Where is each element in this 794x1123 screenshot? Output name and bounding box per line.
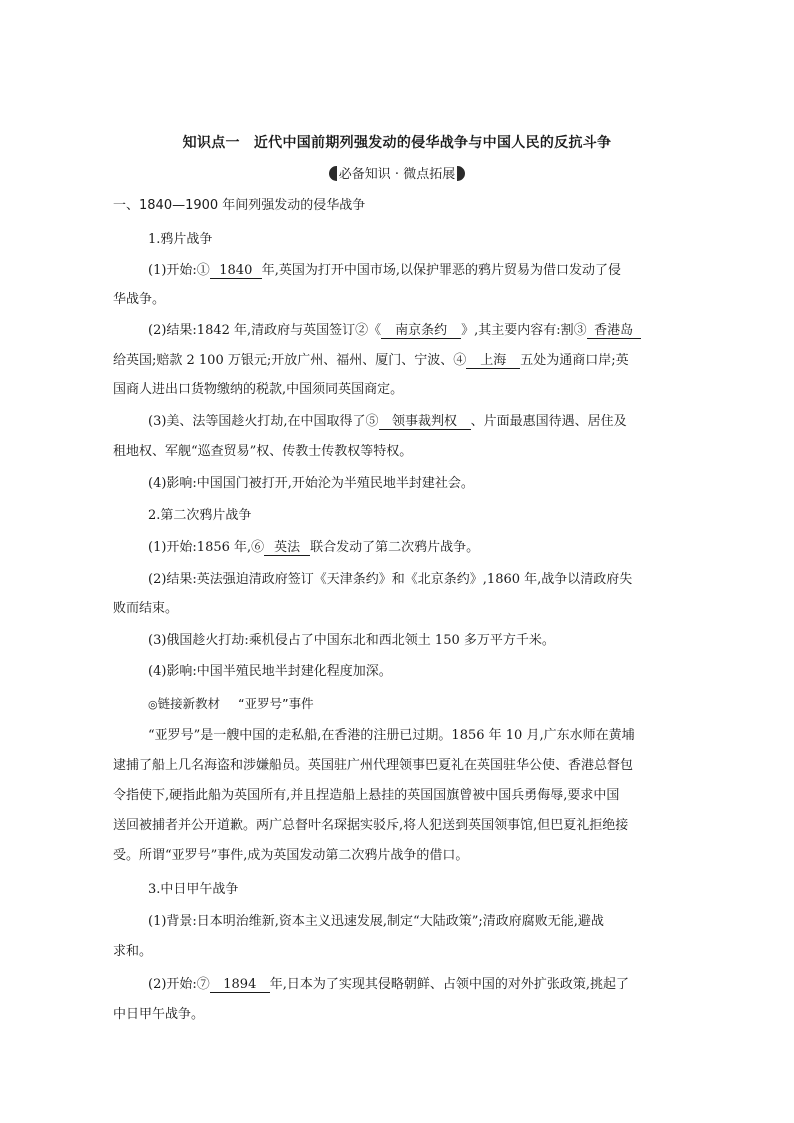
- opium-result-pre: (2)结果:1842 年,清政府与英国签订②《: [148, 323, 382, 338]
- opium-us-pre: (3)美、法等国趁火打劫,在中国取得了⑤: [148, 414, 379, 429]
- link-para-l3: 令指使下,硬指此船为英国所有,并且捏造船上悬挂的英国国旗曾被中国兵勇侮辱,要求中国: [113, 788, 620, 803]
- banner-right-cap-icon: [457, 166, 465, 181]
- title-part1: 知识点一: [182, 135, 240, 151]
- link-icon: ◎: [148, 698, 158, 711]
- answer-blank: 南京条约: [381, 323, 461, 339]
- title-part2: 近代中国前期列强发动的侵华战争与中国人民的反抗斗争: [253, 135, 612, 151]
- opium-result-l2-text: 给英国;赔款 2 100 万银元;开放广州、福州、厦门、宁波、④: [113, 353, 467, 368]
- opium-us-post: 、片面最惠国待遇、居住及: [470, 414, 627, 429]
- link-para-l2: 逮捕了船上几名海盗和涉嫌船员。英国驻广州代理领事巴夏礼在英国驻华公使、香港总督包: [113, 758, 634, 773]
- section-heading: 一、1840—1900 年间列强发动的侵华战争: [113, 198, 366, 213]
- answer-blank: 1894: [210, 977, 270, 993]
- second-start-post: 联合发动了第二次鸦片战争。: [310, 540, 480, 555]
- sino-start-post: 年,日本为了实现其侵略朝鲜、占领中国的对外扩张政策,挑起了: [269, 977, 630, 992]
- sino-start-cont: 中日甲午战争。: [113, 1007, 205, 1022]
- link-para-l1: “亚罗号”是一艘中国的走私船,在香港的注册已过期。1856 年 10 月,广东水师在黄埔: [148, 728, 635, 743]
- link-para-l4: 送回被捕者并公开道歉。两广总督叶名琛据实驳斥,将人犯送到英国领事馆,但巴夏礼拒绝接: [113, 818, 629, 833]
- answer-blank: 英法: [264, 540, 310, 556]
- banner-text: 必备知识 · 微点拓展: [338, 167, 456, 182]
- second-impact: (4)影响:中国半殖民地半封建化程度加深。: [148, 664, 392, 679]
- answer-blank: 香港岛: [587, 323, 641, 339]
- second-heading: 2.第二次鸦片战争: [148, 508, 252, 523]
- answer-blank: 1840: [210, 263, 262, 279]
- opium-result-mid: 》,其主要内容有:割③: [461, 323, 587, 338]
- page-title: [0, 132, 794, 152]
- sino-heading: 3.中日甲午战争: [148, 882, 239, 897]
- second-result-l2: 败而结束。: [113, 601, 179, 616]
- opium-heading: 1.鸦片战争: [148, 232, 213, 247]
- opium-result-l2: [113, 352, 673, 370]
- link-label: 链接新教材: [157, 696, 221, 711]
- answer-blank: 领事裁判权: [379, 414, 471, 430]
- sino-bg-l2: 求和。: [113, 944, 153, 959]
- sino-start: [148, 976, 708, 994]
- opium-start: [148, 262, 708, 280]
- second-start-pre: (1)开始:1856 年,⑥: [148, 540, 265, 555]
- link-tag: [148, 695, 708, 714]
- section-banner: [0, 163, 794, 182]
- opium-impact: (4)影响:中国国门被打开,开始沦为半殖民地半封建社会。: [148, 476, 474, 491]
- answer-blank: 上海: [466, 353, 520, 369]
- banner-left-cap-icon: [329, 166, 337, 181]
- second-russia: (3)俄国趁火打劫:乘机侵占了中国东北和西北领土 150 多万平方千米。: [148, 633, 555, 648]
- second-start: [148, 539, 708, 557]
- opium-us: [148, 413, 708, 431]
- opium-result: [148, 322, 708, 340]
- opium-us-l2: 租地权、军舰“巡查贸易”权、传教士传教权等特权。: [113, 444, 413, 459]
- link-topic: “亚罗号”事件: [238, 696, 314, 711]
- sino-bg: (1)背景:日本明治维新,资本主义迅速发展,制定“大陆政策”;清政府腐败无能,避战: [148, 914, 604, 929]
- opium-start-pre: (1)开始:①: [148, 263, 210, 278]
- opium-result-l2-post: 五处为通商口岸;英: [520, 353, 629, 368]
- opium-result-l3: 国商人进出口货物缴纳的税款,中国须同英国商定。: [113, 382, 404, 397]
- opium-start-post: 年,英国为打开中国市场,以保护罪恶的鸦片贸易为借口发动了侵: [261, 263, 622, 278]
- opium-start-cont: 华战争。: [113, 292, 166, 307]
- second-result: (2)结果:英法强迫清政府签订《天津条约》和《北京条约》,1860 年,战争以清政府失: [148, 572, 633, 587]
- sino-start-pre: (2)开始:⑦: [148, 977, 210, 992]
- link-para-l5: 受。所谓“亚罗号”事件,成为英国发动第二次鸦片战争的借口。: [113, 848, 469, 863]
